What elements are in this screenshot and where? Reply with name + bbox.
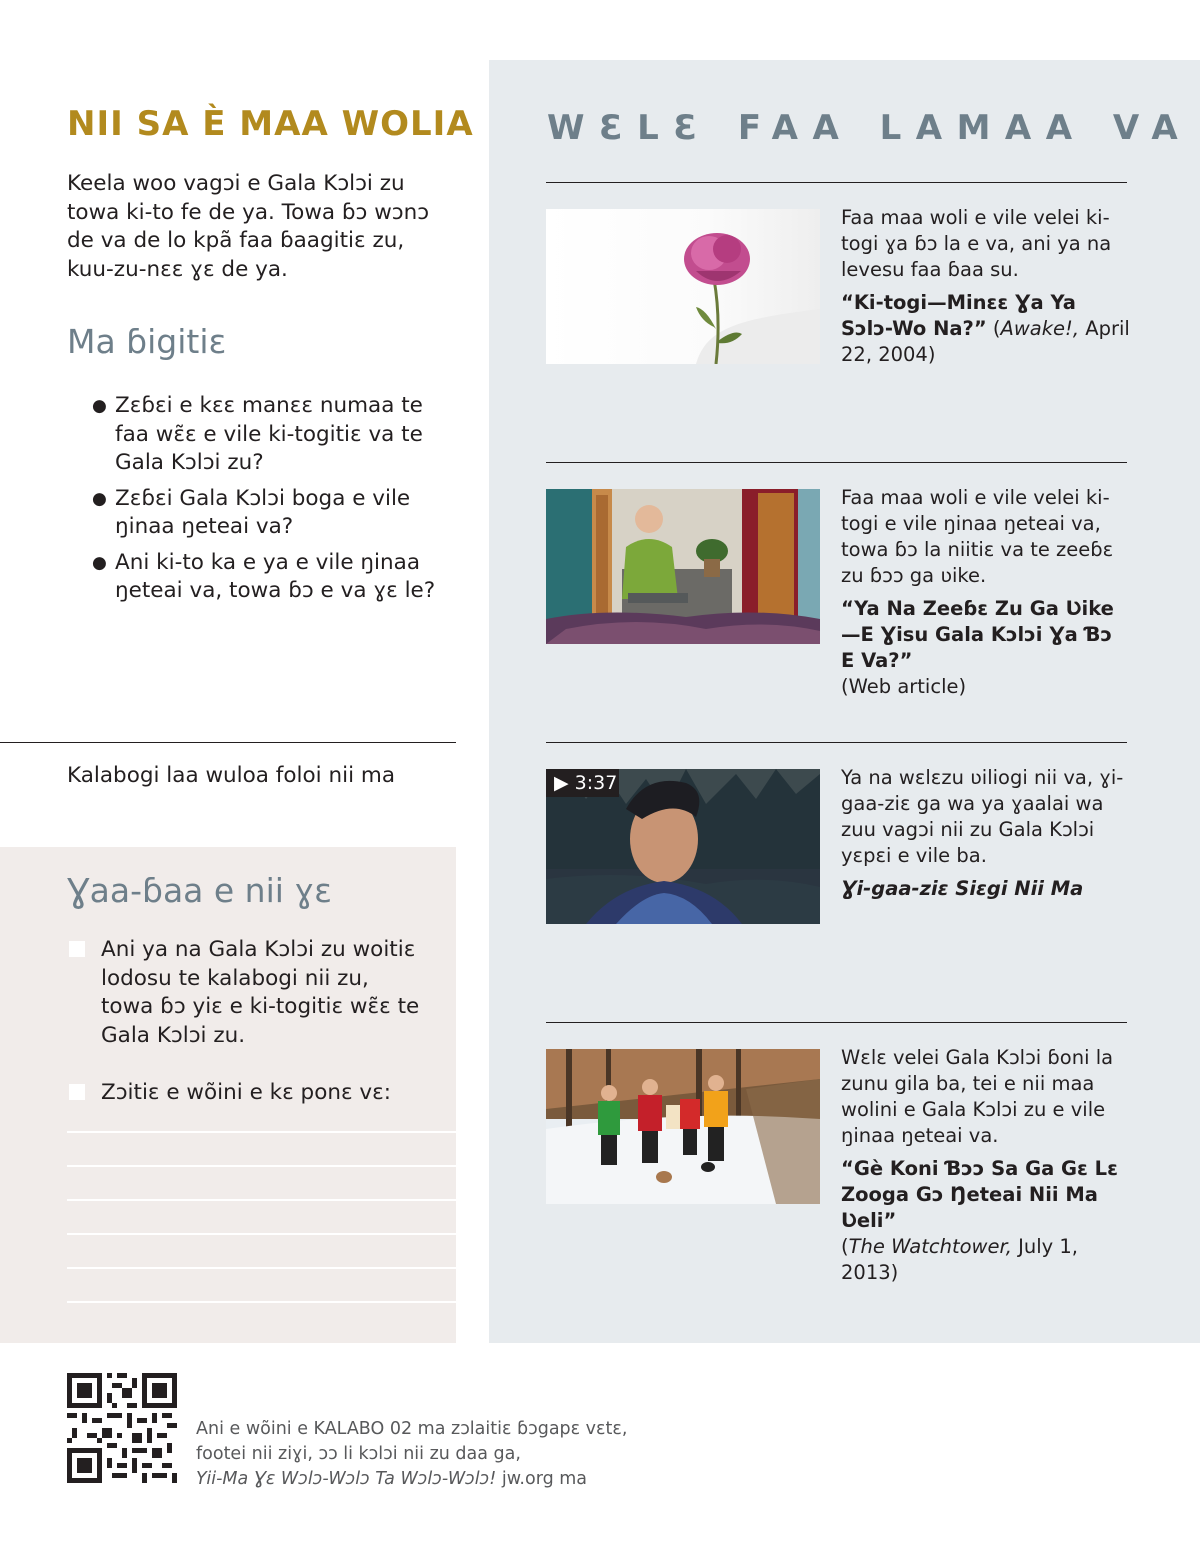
resource-item	[841, 205, 1131, 368]
resource-description: Ya na wɛlɛzu ʋiliogi nii va, ɣi-gaa-ziɛ ga wa ya ɣaalai wa zuu vagɔi nii zu Gala Kɔlɔi yɛpɛi e vile ba.	[841, 766, 1124, 867]
questions-heading: Ma ɓigitiɛ	[67, 322, 227, 361]
goal-item	[67, 936, 427, 1050]
explore-panel	[489, 60, 1200, 1343]
question-list	[90, 392, 455, 613]
pink-flower-photo[interactable]	[546, 209, 820, 364]
writing-line[interactable]	[67, 1131, 456, 1133]
website-link[interactable]: jw.org ma	[496, 1469, 588, 1489]
resource-description: Wɛlɛ velei Gala Kɔlɔi ɓoni la zunu gila ba, tei e nii maa wolini e Gala Kɔlɔi zu e vile ŋinaa ŋeteai va.	[841, 1046, 1114, 1147]
resource-item	[841, 1045, 1131, 1286]
writing-line[interactable]	[67, 1165, 456, 1167]
man-looking-up-video-still[interactable]	[546, 769, 820, 924]
resource-title[interactable]: “Ki-togi—Minɛɛ Ɣa Ya Sɔlɔ-Wo Na?”	[841, 291, 1076, 340]
source-publication: The Watchtower,	[848, 1235, 1012, 1258]
resource-description: Faa maa woli e vile velei ki-togi e vile ŋinaa ŋeteai va, towa ɓɔ la niitiɛ va te zeeɓɛ zu ɓɔɔ ga ʋike.	[841, 486, 1114, 587]
writing-line[interactable]	[67, 1301, 456, 1303]
question-text: Zɛɓɛi Gala Kɔlɔi boga e vile ŋinaa ŋeteai va?	[115, 485, 411, 539]
question-item	[90, 392, 455, 478]
question-item	[90, 485, 455, 542]
resource-title-link[interactable]	[841, 290, 1131, 368]
question-item	[90, 549, 455, 606]
source-paren: (	[986, 317, 1001, 340]
goal-item	[67, 1079, 427, 1108]
question-text: Ani ki-to ka e ya e vile ŋinaa ŋeteai va, towa ɓɔ e va ɣɛ le?	[115, 549, 436, 603]
footer-line: Ani e wõini e KALABO 02 ma zɔlaitiɛ ɓɔgapɛ vɛtɛ,	[196, 1419, 628, 1439]
divider	[546, 1022, 1127, 1023]
source-publication: Awake!,	[1000, 317, 1080, 340]
goals-box	[0, 847, 456, 1343]
writing-line[interactable]	[67, 1199, 456, 1201]
resource-source: (Web article)	[841, 675, 967, 698]
resource-source	[841, 1234, 1131, 1286]
play-icon: ▶	[554, 772, 569, 794]
source-date: July 1, 2013)	[841, 1235, 1078, 1284]
explore-heading: WƐLƐ FAA LAMAA VA	[547, 108, 1193, 148]
brochure-title: Yii-Ma Ɣɛ Wɔlɔ-Wɔlɔ Ta Wɔlɔ-Wɔlɔ!	[196, 1469, 497, 1489]
intro-paragraph: Keela woo vagɔi e Gala Kɔlɔi zu towa ki-to fe de ya. Towa ɓɔ wɔnɔ de va de lo kpã faa ɓaagitiɛ zu, kuu-zu-nɛɛ ɣɛ de ya.	[67, 171, 430, 282]
source-date: April 22, 2004)	[841, 317, 1130, 366]
goal-text: Zɔitiɛ e wõini e kɛ ponɛ vɛ:	[101, 1080, 392, 1105]
family-walking-snow-photo[interactable]	[546, 1049, 820, 1204]
bullet-icon: ●	[92, 488, 107, 509]
resource-title[interactable]: Ɣi-gaa-ziɛ Siɛgi Nii Ma	[841, 877, 1084, 900]
main-heading: NII SA È MAA WOLIA	[67, 104, 474, 144]
lesson-note: Kalabogi laa wuloa foloi nii ma	[67, 763, 395, 788]
source-paren: (	[841, 1235, 849, 1258]
question-text: Zɛɓɛi e kɛɛ manɛɛ numaa te faa wɛ̃ɛ e vile ki-togitiɛ va te Gala Kɔlɔi zu?	[115, 393, 423, 475]
divider	[546, 182, 1127, 183]
left-column	[0, 0, 474, 1343]
divider	[546, 742, 1127, 743]
bullet-icon: ●	[92, 552, 107, 573]
man-by-window-photo[interactable]	[546, 489, 820, 644]
qr-code-icon[interactable]	[67, 1373, 177, 1483]
checkbox[interactable]	[69, 941, 85, 957]
goal-text: Ani ya na Gala Kɔlɔi zu woitiɛ lodosu te kalabogi nii zu, towa ɓɔ yiɛ e ki-togitiɛ wɛ̃ɛ te Gala Kɔlɔi zu.	[101, 937, 420, 1048]
resource-item	[841, 485, 1131, 700]
goals-heading: Ɣaa-ɓaa e nii ɣɛ	[67, 871, 332, 910]
resource-title[interactable]: “Gè Koni Ɓɔɔ Sa Ga Gɛ Lɛ Zooga Gɔ Ŋeteai Nii Ma Ʋeli”	[841, 1157, 1118, 1232]
resource-title[interactable]: “Ya Na Zeeɓɛ Zu Ga Ʋike—E Ɣisu Gala Kɔlɔi Ɣa Ɓɔ E Va?”	[841, 597, 1114, 672]
resource-description: Faa maa woli e vile velei ki-togi ɣa ɓɔ la e va, ani ya na levesu faa ɓaa su.	[841, 206, 1112, 281]
resource-item	[841, 765, 1131, 902]
video-duration: 3:37	[574, 772, 618, 794]
bullet-icon: ●	[92, 396, 107, 416]
footer-line: footei nii ziɣi, ɔɔ li kɔlɔi nii zu daa ga,	[196, 1444, 521, 1464]
footer-line	[196, 1467, 656, 1492]
writing-line[interactable]	[67, 1233, 456, 1235]
divider	[546, 462, 1127, 463]
divider	[0, 742, 456, 743]
video-duration-badge	[546, 769, 619, 797]
footer-note	[196, 1417, 656, 1492]
checkbox[interactable]	[69, 1084, 85, 1100]
writing-line[interactable]	[67, 1267, 456, 1269]
